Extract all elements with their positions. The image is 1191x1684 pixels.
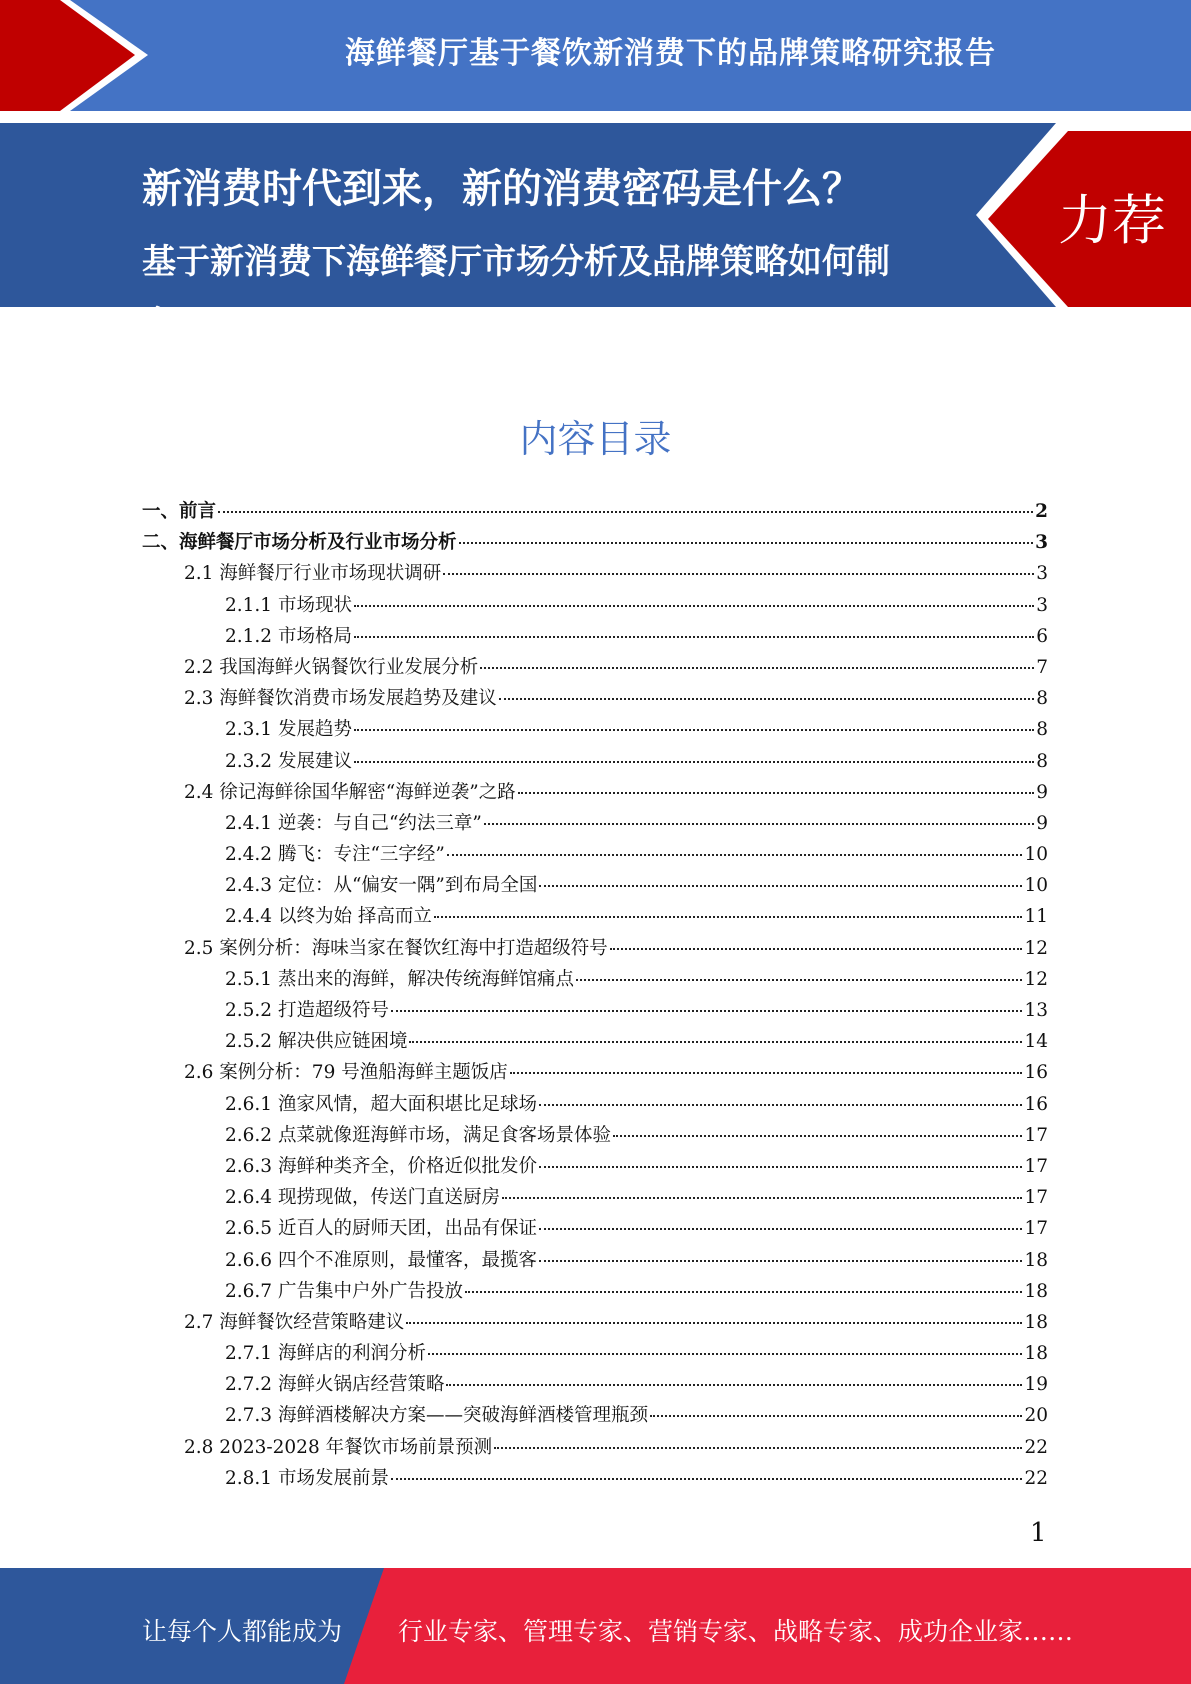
toc-entry-page: 18	[1024, 1311, 1048, 1333]
toc-entry-page: 19	[1024, 1374, 1048, 1396]
toc-leader-dots	[354, 729, 1034, 731]
toc-entry-page: 6	[1036, 625, 1048, 647]
toc-entry-label: 2.4.2 腾飞：专注“三字经”	[225, 844, 445, 866]
toc-entry[interactable]	[142, 1277, 1048, 1308]
toc-leader-dots	[354, 605, 1034, 607]
toc-entry-label: 2.6.1 渔家风情，超大面积堪比足球场	[225, 1093, 537, 1115]
toc-leader-dots	[434, 916, 1023, 918]
toc-entry[interactable]	[142, 653, 1048, 684]
toc-leader-dots	[610, 948, 1023, 950]
toc-entry[interactable]	[142, 871, 1048, 902]
toc-entry[interactable]	[142, 809, 1048, 840]
toc-entry-page: 13	[1024, 1000, 1048, 1021]
toc-entry[interactable]	[142, 778, 1048, 809]
toc-entry-page: 11	[1024, 906, 1048, 928]
toc-leader-dots	[539, 885, 1022, 887]
toc-entry-label: 2.5.2 打造超级符号	[225, 1000, 389, 1021]
toc-entry[interactable]	[142, 965, 1048, 996]
toc-entry-page: 18	[1024, 1343, 1048, 1365]
toc-leader-dots	[391, 1010, 1022, 1012]
toc-entry[interactable]	[142, 1183, 1048, 1214]
toc-entry-label: 2.4.4 以终为始 择高而立	[225, 906, 432, 928]
toc-leader-dots	[539, 1104, 1022, 1106]
toc-entry[interactable]	[142, 1308, 1048, 1339]
toc-leader-dots	[539, 1260, 1022, 1262]
toc-entry[interactable]	[142, 684, 1048, 715]
toc-leader-dots	[484, 823, 1034, 825]
toc-entry-label: 2.4 徐记海鲜徐国华解密“海鲜逆袭”之路	[184, 781, 516, 803]
toc-leader-dots	[459, 542, 1034, 544]
toc-entry-page: 22	[1024, 1467, 1048, 1489]
toc-entry-label: 2.5.1 蒸出来的海鲜，解决传统海鲜馆痛点	[225, 968, 574, 990]
toc-entry-label: 2.2 我国海鲜火锅餐饮行业发展分析	[184, 656, 479, 678]
toc-entry-label: 2.3 海鲜餐饮消费市场发展趋势及建议	[184, 688, 497, 710]
toc-entry[interactable]	[142, 840, 1048, 871]
toc-entry-page: 18	[1024, 1249, 1048, 1271]
toc-entry[interactable]	[142, 1058, 1048, 1089]
toc-entry[interactable]	[142, 622, 1048, 653]
toc-entry-label: 2.1.2 市场格局	[225, 625, 352, 647]
toc-entry-label: 2.8.1 市场发展前景	[225, 1467, 389, 1489]
toc-entry-label: 2.7 海鲜餐饮经营策略建议	[184, 1311, 405, 1333]
toc-entry[interactable]	[142, 1433, 1048, 1464]
toc-leader-dots	[465, 1291, 1022, 1293]
toc-entry-page: 9	[1036, 781, 1048, 803]
toc-entry-label: 2.6.4 现捞现做，传送门直送厨房	[225, 1187, 500, 1209]
toc-entry[interactable]	[142, 1090, 1048, 1121]
toc-leader-dots	[502, 1197, 1022, 1199]
toc-entry-page: 7	[1036, 656, 1048, 678]
toc-entry[interactable]	[142, 1152, 1048, 1183]
toc-entry-page: 17	[1024, 1124, 1048, 1146]
toc-leader-dots	[428, 1353, 1022, 1355]
toc-entry-label: 2.5 案例分析：海味当家在餐饮红海中打造超级符号	[184, 937, 608, 959]
toc-leader-dots	[447, 854, 1023, 856]
toc-leader-dots	[446, 1384, 1022, 1386]
toc-entry-label: 2.1.1 市场现状	[225, 594, 352, 616]
toc-entry-page: 17	[1024, 1187, 1048, 1209]
toc-entry-page: 3	[1035, 532, 1048, 554]
toc-leader-dots	[218, 511, 1033, 513]
recommend-badge-label: 力荐	[1058, 189, 1166, 252]
toc-entry-page: 20	[1024, 1405, 1048, 1427]
toc-entry-page: 22	[1024, 1436, 1048, 1458]
toc-leader-dots	[494, 1447, 1022, 1449]
toc-entry-page: 3	[1036, 563, 1048, 585]
toc-title: 内容目录	[519, 417, 672, 461]
toc-entry[interactable]	[142, 1121, 1048, 1152]
toc-leader-dots	[539, 1166, 1022, 1168]
toc-leader-dots	[443, 573, 1034, 575]
toc-entry-page: 17	[1024, 1155, 1048, 1177]
toc-entry[interactable]	[142, 528, 1048, 559]
toc-leader-dots	[510, 1072, 1023, 1074]
toc-entry[interactable]	[142, 1401, 1048, 1432]
divider	[0, 111, 1191, 123]
toc-entry-label: 2.4.3 定位：从“偏安一隅”到布局全国	[225, 875, 538, 897]
toc-entry-label: 2.7.2 海鲜火锅店经营策略	[225, 1374, 445, 1396]
toc-entry-label: 2.6.2 点菜就像逛海鲜市场，满足食客场景体验	[225, 1124, 611, 1146]
toc-leader-dots	[354, 636, 1034, 638]
toc-entry-page: 9	[1036, 812, 1048, 834]
table-of-contents	[142, 497, 1048, 1495]
toc-leader-dots	[539, 1228, 1022, 1230]
toc-entry[interactable]	[142, 1027, 1048, 1058]
toc-entry[interactable]	[142, 559, 1048, 590]
hero-headline: 新消费时代到来，新的消费密码是什么？	[142, 166, 862, 212]
toc-entry[interactable]	[142, 1214, 1048, 1245]
toc-entry[interactable]	[142, 1246, 1048, 1277]
toc-entry-page: 12	[1024, 968, 1048, 990]
toc-entry[interactable]	[142, 497, 1048, 528]
toc-entry-label: 2.5.2 解决供应链困境	[225, 1031, 408, 1053]
toc-leader-dots	[480, 667, 1034, 669]
toc-entry[interactable]	[142, 747, 1048, 778]
toc-leader-dots	[354, 761, 1034, 763]
toc-entry-label: 2.6 案例分析：79 号渔船海鲜主题饭店	[184, 1062, 508, 1084]
toc-entry-page: 14	[1024, 1031, 1048, 1053]
toc-entry-label: 二、海鲜餐厅市场分析及行业市场分析	[142, 532, 457, 554]
toc-leader-dots	[650, 1415, 1022, 1417]
toc-entry-label: 一、前言	[142, 501, 217, 522]
toc-entry-label: 2.7.3 海鲜酒楼解决方案——突破海鲜酒楼管理瓶颈	[225, 1405, 648, 1427]
footer-slogan: 让每个人都能成为	[142, 1617, 343, 1646]
toc-leader-dots	[576, 979, 1022, 981]
toc-entry-label: 2.6.5 近百人的厨师天团，出品有保证	[225, 1218, 537, 1240]
toc-entry-label: 2.4.1 逆袭：与自己“约法三章”	[225, 812, 482, 834]
footer-roles: 行业专家、管理专家、营销专家、战略专家、成功企业家……	[398, 1617, 1074, 1646]
toc-entry[interactable]	[142, 934, 1048, 965]
toc-entry[interactable]	[142, 902, 1048, 933]
toc-entry-page: 16	[1024, 1062, 1048, 1084]
toc-entry-page: 8	[1036, 719, 1048, 741]
toc-entry-page: 18	[1024, 1280, 1048, 1302]
banner-chevron-icon	[0, 0, 150, 111]
toc-entry-label: 2.6.6 四个不准原则，最懂客，最揽客	[225, 1249, 537, 1271]
toc-entry-page: 8	[1036, 688, 1048, 710]
toc-entry-page: 12	[1024, 937, 1048, 959]
toc-entry-label: 2.7.1 海鲜店的利润分析	[225, 1343, 426, 1365]
toc-entry-page: 10	[1024, 844, 1048, 866]
toc-entry-label: 2.6.3 海鲜种类齐全，价格近似批发价	[225, 1155, 537, 1177]
hero-subheadline: 基于新消费下海鲜餐厅市场分析及品牌策略如何制定？？？	[142, 242, 890, 344]
toc-entry-page: 10	[1024, 875, 1048, 897]
banner-title: 海鲜餐厅基于餐饮新消费下的品牌策略研究报告	[345, 36, 996, 71]
toc-entry-label: 2.3.1 发展趋势	[225, 719, 352, 741]
toc-entry-label: 2.3.2 发展建议	[225, 750, 352, 772]
toc-entry-page: 2	[1035, 501, 1048, 522]
toc-entry-page: 16	[1024, 1093, 1048, 1115]
toc-leader-dots	[499, 698, 1034, 700]
toc-entry[interactable]	[142, 1339, 1048, 1370]
page-number: 1	[1030, 1518, 1047, 1548]
toc-entry-label: 2.1 海鲜餐厅行业市场现状调研	[184, 563, 442, 585]
toc-entry-label: 2.8 2023-2028 年餐饮市场前景预测	[184, 1436, 493, 1458]
toc-entry[interactable]	[142, 1464, 1048, 1495]
toc-entry[interactable]	[142, 996, 1048, 1027]
toc-entry[interactable]	[142, 1370, 1048, 1401]
toc-leader-dots	[406, 1322, 1022, 1324]
toc-leader-dots	[391, 1478, 1022, 1480]
toc-leader-dots	[409, 1041, 1022, 1043]
toc-entry-label: 2.6.7 广告集中户外广告投放	[225, 1280, 463, 1302]
toc-entry[interactable]	[142, 591, 1048, 622]
toc-leader-dots	[613, 1135, 1022, 1137]
toc-entry-page: 17	[1024, 1218, 1048, 1240]
toc-leader-dots	[518, 792, 1035, 794]
toc-entry-page: 3	[1036, 594, 1048, 616]
toc-entry-page: 8	[1036, 750, 1048, 772]
toc-entry[interactable]	[142, 715, 1048, 746]
